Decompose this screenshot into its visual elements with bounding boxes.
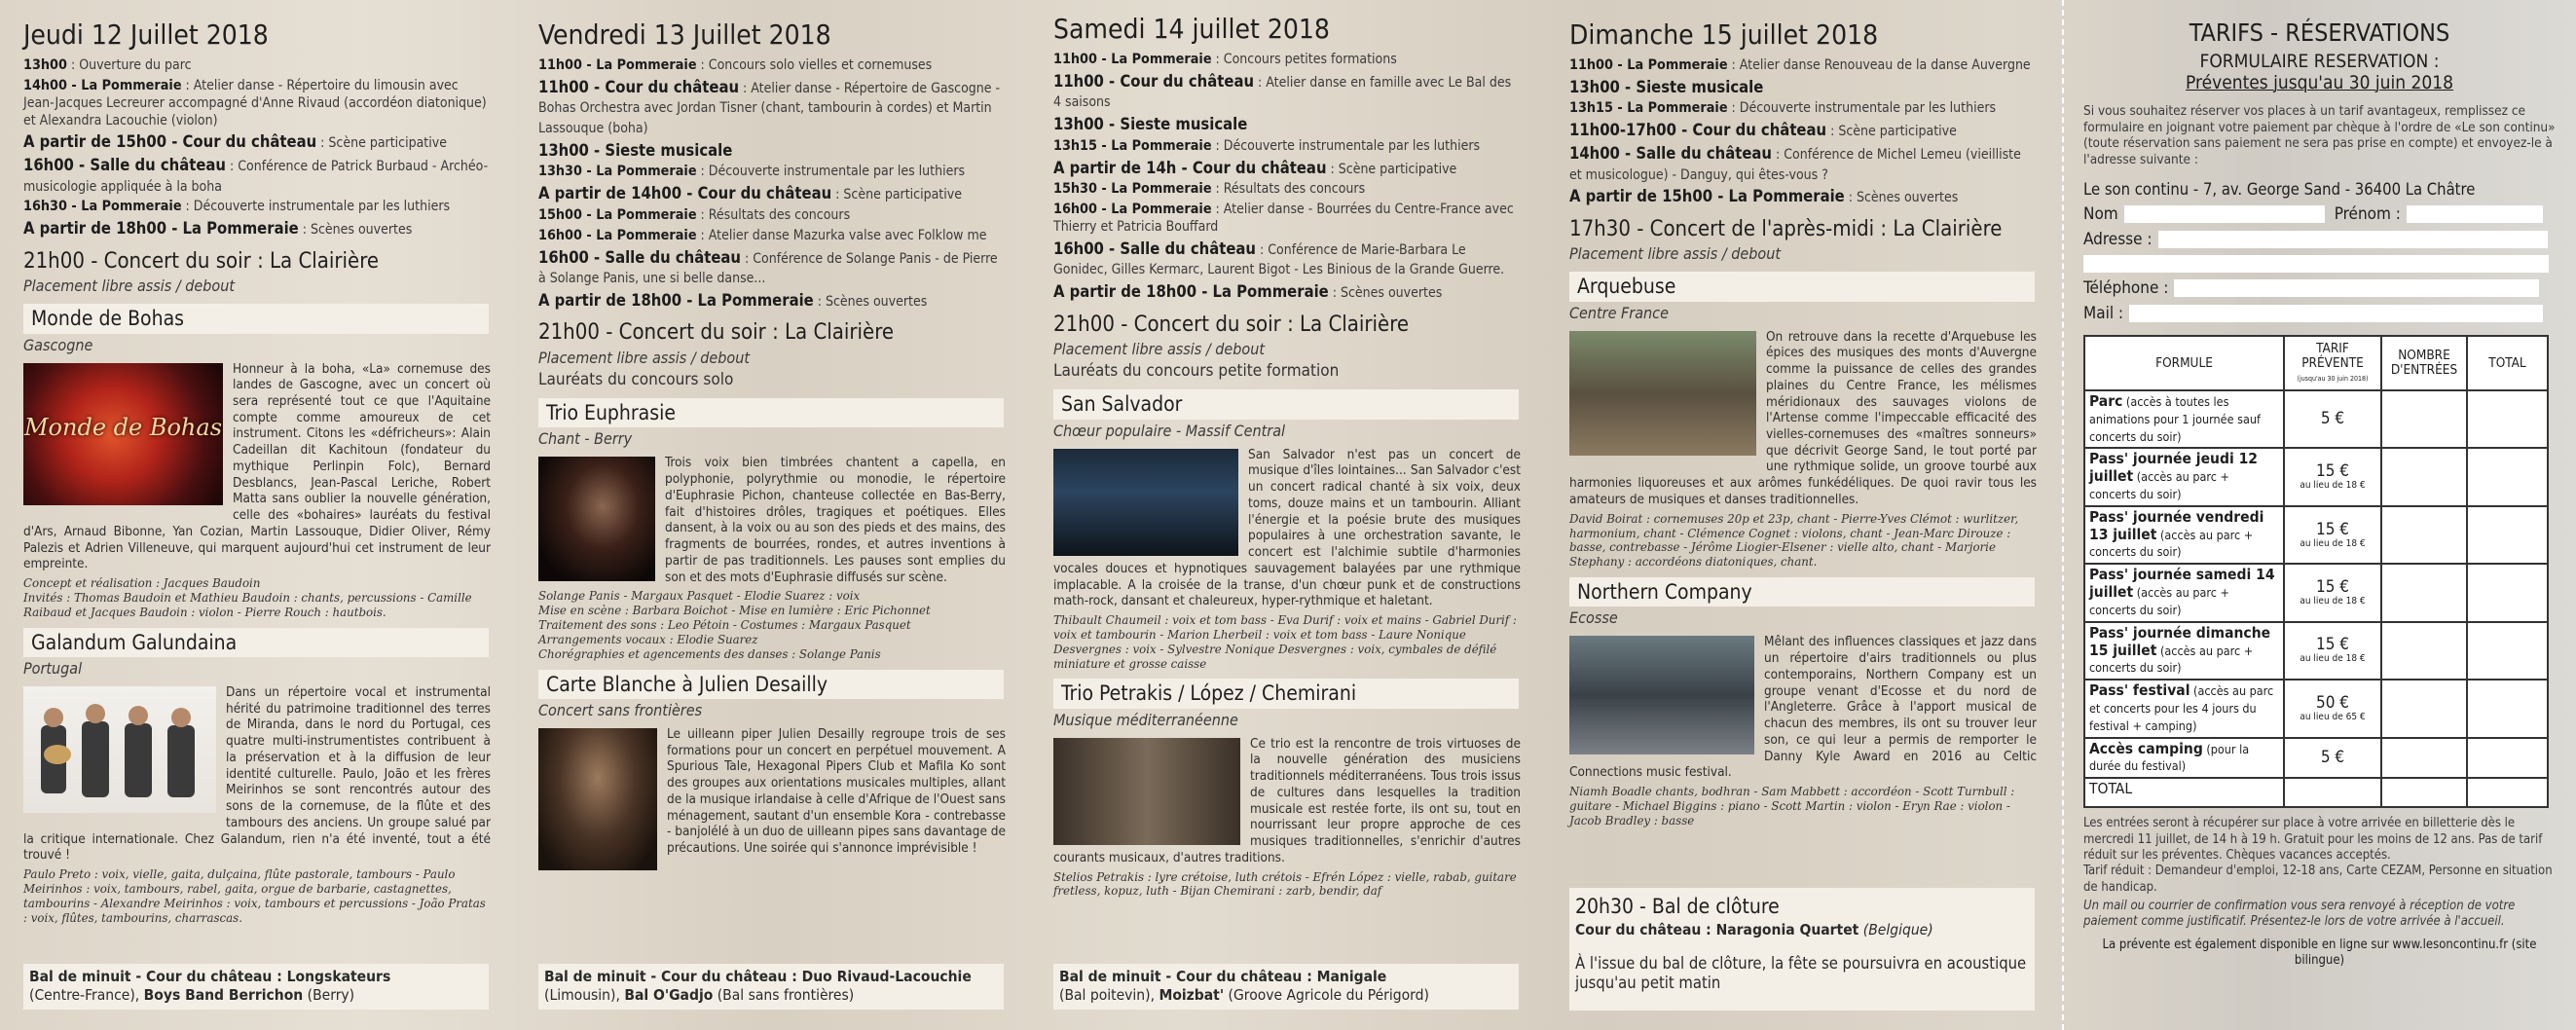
program-time-place: A partir de 18h00 - La Pommeraie — [538, 290, 814, 310]
band-name: Trio Euphrasie — [538, 398, 1004, 427]
tarif-row — [2084, 448, 2548, 505]
tarif-row — [2084, 506, 2548, 564]
program-time-place: 16h00 - Salle du château — [538, 247, 741, 267]
mail-row — [2083, 304, 2556, 323]
tarif-sub: (accès au parc et concerts pour les 4 jours du festival + camping) — [2089, 683, 2274, 733]
program-item — [1053, 138, 1521, 156]
band-logo: Monde de Bohas — [23, 413, 223, 441]
program-time-place: 16h00 - La Pommeraie — [538, 227, 697, 243]
program-item — [1053, 202, 1521, 237]
program-detail: : Scène participative — [831, 187, 962, 203]
tarif-label: Parc — [2089, 391, 2123, 410]
tarif-row — [2084, 680, 2548, 737]
band-credits: Thibault Chaumeil : voix et tom bass - Eva Durif : voix et mains - Gabriel Durif : voix et tambourin - Marion Lherbeil : voix et tom bass - Laure Nonique Desvergnes : voix - Sylvestre Nonique Desvergnes : voix, cymbales de défilé miniature et grosse caisse — [1053, 613, 1517, 671]
program-detail: : Conférence de Michel Lemeu (vieilliste et musicologue) - Danguy, qui êtes-vous ? — [1569, 146, 2021, 183]
row-total-field[interactable] — [2467, 680, 2548, 737]
band-text: Dans un répertoire vocal et instrumental hérité du patrimoine traditionnel des terres de Miranda, dans le nord du Portugal, ces quatre multi-instrumentistes contribuent à la préservation et à la diffusion de leur identité culturelle. Paulo, João et les frères Meirinhos se sont rencontrés autour des sons de la cornemuse, de la flûte et des tambours des anciens. Un groupe salué par la critique internationale. Chez Galandum, rien n'a été inventé, tout a été trouvé ! — [23, 683, 491, 864]
placement-note: Placement libre assis / debout — [1569, 244, 1781, 264]
placement-note: Placement libre assis / debout — [1053, 340, 1265, 359]
program-time-place: A partir de 18h00 - La Pommeraie — [1053, 282, 1329, 302]
band-name: San Salvador — [1053, 389, 1519, 419]
day-title: Samedi 14 juillet 2018 — [1053, 13, 1330, 45]
band-photo — [538, 457, 655, 581]
bal-title: Bal de minuit - Cour du château : Manigale — [1059, 968, 1387, 985]
program-detail: : Atelier danse en famille avec Le Bal des 4 saisons — [1053, 74, 1512, 111]
band-photo — [1053, 449, 1238, 556]
concert-title: 21h00 - Concert du soir : La Clairière — [538, 320, 895, 346]
program-item — [23, 78, 491, 130]
program-detail: : Scènes ouvertes — [1328, 285, 1443, 302]
program-item — [538, 164, 1006, 181]
tarif-note: au lieu de 65 € — [2300, 711, 2366, 722]
tarif-price-value: 15 € — [2315, 635, 2350, 655]
program-time-place: 13h00 - Sieste musicale — [1053, 115, 1248, 134]
program-detail: : Ouverture du parc — [66, 57, 192, 73]
band-name: Carte Blanche à Julien Desailly — [538, 670, 1004, 699]
tarif-note: au lieu de 18 € — [2300, 480, 2366, 492]
program-item — [1053, 159, 1521, 179]
tarif-price — [2284, 680, 2381, 737]
entries-field[interactable] — [2381, 622, 2467, 680]
program-item — [23, 132, 491, 153]
tarif-formule — [2084, 506, 2284, 564]
program-item — [538, 184, 1006, 204]
band-origin: Chant - Berry — [538, 429, 633, 449]
nom-label: Nom — [2083, 203, 2118, 224]
program-item — [538, 207, 1006, 225]
day-title: Dimanche 15 juillet 2018 — [1569, 18, 1879, 51]
band-credits: Concept et réalisation : Jacques Baudoin Invités : Thomas Baudoin et Mathieu Baudoin : chants, percussions - Camille Raibaud et Jacques Baudoin : violon - Pierre Rouch : hautbois. — [23, 576, 472, 619]
bal-origin: (Centre-France), — [29, 986, 144, 1005]
entries-field[interactable] — [2381, 448, 2467, 505]
bal-title: Bal de minuit - Cour du château : Duo Rivaud-Lacouchie — [544, 968, 972, 985]
col-tarif-note: (jusqu'au 30 juin 2018) — [2297, 375, 2369, 384]
tarif-label: Pass' festival — [2089, 681, 2190, 700]
bal-origin: (Bal poitevin), — [1059, 986, 1159, 1005]
prenom-field[interactable] — [2407, 205, 2543, 223]
program-item — [1569, 78, 2037, 98]
bal-band: Bal O'Gadjo — [624, 986, 714, 1005]
band-credits: Niamh Boadle chants, bodhran - Sam Mabbett : accordéon - Scott Turnbull : guitare - Michael Biggins : piano - Scott Martin : violon - Eryn Rae : violon - Jacob Bradley : basse — [1569, 784, 2015, 828]
program-item — [1053, 115, 1521, 135]
bal-band: Boys Band Berrichon — [143, 986, 304, 1005]
tarif-label: Pass' journée jeudi 12 juillet — [2089, 450, 2258, 486]
grand-total-field[interactable] — [2467, 778, 2548, 807]
program-detail: : Scène participative — [1826, 124, 1957, 140]
program-item — [538, 78, 1006, 138]
program-time-place: 14h00 - Salle du château — [1569, 143, 1772, 163]
band-name: Trio Petrakis / López / Chemirani — [1053, 679, 1519, 708]
program-detail: : Découverte instrumentale par les luthiers — [1727, 100, 1997, 117]
address-row-2 — [2083, 255, 2556, 273]
program-time-place: A partir de 18h00 - La Pommeraie — [23, 219, 299, 239]
tarif-price — [2284, 390, 2381, 448]
mail-label: Mail : — [2083, 303, 2124, 323]
concert-title: 21h00 - Concert du soir : La Clairière — [23, 248, 380, 274]
tarif-label: Pass' journée samedi 14 juillet — [2089, 566, 2275, 602]
tarifs-title: TARIFS - RÉSERVATIONS — [2189, 18, 2450, 47]
bal-origin: (Bal sans frontières) — [713, 986, 855, 1005]
program-time-place: 11h00 - Cour du château — [1053, 71, 1255, 91]
presale-note: Préventes jusqu'au 30 juin 2018 — [2186, 72, 2453, 93]
program-detail: : Découverte instrumentale par les luthiers — [181, 199, 451, 215]
program-item — [538, 141, 1006, 162]
band-photo — [1569, 636, 1754, 754]
program-detail: : Atelier danse - Répertoire du limousin avec Jean-Jacques Lecreurer accompagné d'Anne Rivaud (accordéon diatonique) et Alexandra Lacouchie (violon) — [23, 77, 487, 129]
col-nombre: NOMBRE D'ENTRÉES — [2381, 336, 2467, 390]
program-detail: : Conférence de Solange Panis - de Pierre à Solange Panis, une si belle danse... — [538, 250, 998, 287]
program-detail: : Découverte instrumentale par les luthiers — [696, 164, 966, 180]
tarif-formule — [2084, 564, 2284, 621]
program-item — [538, 57, 1006, 75]
entries-field[interactable] — [2381, 738, 2467, 779]
tarif-formule — [2084, 448, 2284, 505]
program-detail: : Découverte instrumentale par les luthiers — [1211, 137, 1481, 154]
band-photo — [23, 686, 216, 813]
bal-origin: (Groove Agricole du Périgord) — [1224, 986, 1429, 1005]
program-list — [1569, 57, 2037, 207]
tarif-sub: (accès au parc + concerts du soir) — [2089, 643, 2254, 676]
program-detail: : Atelier danse Renouveau de la danse Auvergne — [1727, 57, 2031, 73]
band-description — [23, 361, 491, 573]
bal-origin: (Limousin), — [544, 986, 625, 1005]
bal-de-minuit — [23, 964, 489, 1010]
bal-title: Bal de minuit - Cour du château : Longskateurs — [29, 968, 391, 985]
program-item — [538, 228, 1006, 245]
closing-origin: (Belgique) — [1858, 921, 1933, 939]
program-detail: : Concours petites formations — [1211, 52, 1397, 67]
program-time-place: 13h30 - La Pommeraie — [538, 164, 697, 180]
band-name: Monde de Bohas — [23, 304, 489, 333]
col-formule: FORMULE — [2084, 336, 2284, 390]
program-item — [1053, 181, 1521, 199]
tarif-row — [2084, 738, 2548, 779]
band-origin: Gascogne — [23, 335, 93, 354]
program-time-place: 11h00 - La Pommeraie — [538, 57, 697, 73]
tarif-price-value: 15 € — [2315, 576, 2350, 597]
tarif-note: au lieu de 18 € — [2300, 595, 2366, 607]
band-origin: Musique méditerranéenne — [1053, 710, 1238, 729]
program-time-place: 13h15 - La Pommeraie — [1569, 100, 1728, 117]
tarif-sub: (accès au parc + concerts du soir) — [2089, 527, 2254, 560]
total-empty — [2381, 778, 2467, 807]
program-time-place: 11h00 - La Pommeraie — [1569, 57, 1728, 73]
col-tarif-label: TARIF PRÉVENTE — [2301, 340, 2364, 371]
program-item — [1569, 57, 2037, 75]
telephone-label: Téléphone : — [2083, 277, 2169, 298]
program-time-place: 15h00 - La Pommeraie — [538, 206, 697, 223]
program-time-place: 16h00 - Salle du château — [23, 156, 226, 175]
tarif-label: Pass' journée vendredi 13 juillet — [2089, 507, 2264, 543]
band-origin: Portugal — [23, 658, 83, 678]
tarifs-panel — [2083, 0, 2556, 1030]
tarif-formule — [2084, 390, 2284, 448]
program-detail: : Scène participative — [1326, 161, 1457, 177]
program-time-place: 13h00 — [23, 57, 67, 73]
program-item — [1053, 239, 1521, 279]
band-description — [1053, 447, 1521, 609]
program-item — [23, 219, 491, 239]
tarif-label: Pass' journée dimanche 15 juillet — [2089, 623, 2271, 659]
program-time-place: 13h00 - Sieste musicale — [1569, 77, 1764, 96]
program-time-place: A partir de 15h00 - Cour du château — [23, 132, 317, 152]
band-text: Trois voix bien timbrées chantent a capella, en polyphonie, polyrythmie ou monodie, le répertoire d'Euphrasie Pichon, chanteuse collectée en Bas-Berry, fait d'histoires drôles, tragiques et poétiques. Elles dansent, à la voix ou au son des pieds et des mains, des fragments de bourrées, rondes, et autres inventions à partir de pas traditionnels. Les pauses sont emplies du son et des mots d'Euphrasie diffusés sur scène. — [665, 455, 1006, 585]
mail-field[interactable] — [2129, 305, 2543, 322]
band-name: Galandum Galundaina — [23, 628, 489, 657]
band-credits: Paulo Preto : voix, vielle, gaita, dulçaina, flûte pastorale, tambours - Paulo Meirinhos : voix, tambours, rabel, gaita, orgue de barbarie, castagnettes, tambourins - Alexandre Meirinhos : voix, tambours et percussions - João Pratas : voix, flûtes, tambourins, charrascas. — [23, 867, 486, 925]
row-total-field[interactable] — [2467, 390, 2548, 448]
laureats-note: Lauréats du concours petite formation — [1053, 361, 1340, 382]
program-detail: : Atelier danse Mazurka valse avec Folklow me — [696, 227, 987, 243]
program-detail: : Résultats des concours — [1211, 181, 1366, 198]
footer-notes — [2083, 816, 2556, 969]
entries-field[interactable] — [2381, 390, 2467, 448]
closing-ball — [1569, 888, 2035, 1011]
program-detail: : Atelier danse - Répertoire de Gascogne - Bohas Orchestra avec Jordan Tisner (chant, tambourin à cordes) et Martin Lassouque (boha) — [538, 80, 1001, 137]
program-detail: : Conférence de Marie-Barbara Le Gonidec, Gilles Kermarc, Laurent Bigot - Les Binious de la Grande Guerre. — [1053, 241, 1505, 278]
band-description — [1053, 736, 1521, 866]
tarif-price — [2284, 448, 2381, 505]
total-empty — [2284, 778, 2381, 807]
phone-row — [2083, 278, 2556, 298]
band-text: Mêlant des influences classiques et jazz dans un répertoire d'airs traditionnels ou plus contemporains, Northern Company est un groupe venant d'Ecosse et du nord de l'Angleterre. Grâce à l'apport musical de chacun des membres, ils ont su trouver leur son, ce qui leur a permis de remporter le Danny Kyle Award en 2016 au Celtic Connections music festival. — [1569, 634, 2037, 781]
adresse-field[interactable] — [2158, 231, 2548, 248]
tarif-formule — [2084, 738, 2284, 779]
band-name: Northern Company — [1569, 577, 2035, 607]
program-item — [1053, 282, 1521, 303]
program-item — [1569, 100, 2037, 118]
program-item — [1053, 52, 1521, 69]
day-title: Jeudi 12 Juillet 2018 — [23, 18, 269, 51]
form-intro: Si vous souhaitez réserver vos places à un tarif avantageux, remplissez ce formulaire en joignant votre paiement par chèque à l'ordre de «Le son continu» (toute réservation sans paiement ne sera pas prise en compte) et envoyez-le à l'adresse suivante : — [2083, 103, 2556, 168]
adresse-field-2[interactable] — [2083, 255, 2549, 273]
address-row — [2083, 230, 2556, 249]
program-list — [23, 57, 491, 239]
foot-note-1: Les entrées seront à récupérer sur place à votre arrivée en billetterie dès le mercredi 11 juillet, de 14 h à 19 h. Gratuit pour les moins de 12 ans. Pas de tarif réduit sur les préventes. Chèques vacances acceptés. — [2083, 816, 2543, 863]
adresse-label: Adresse : — [2083, 229, 2153, 249]
bal-de-minuit — [1053, 964, 1519, 1010]
program-detail: : Conférence de Patrick Burbaud - Archéo-musicologie appliquée à la boha — [23, 159, 489, 195]
tarif-price-value: 5 € — [2320, 409, 2345, 429]
nom-field[interactable] — [2124, 205, 2325, 223]
placement-note: Placement libre assis / debout — [538, 348, 750, 367]
tarif-row — [2084, 564, 2548, 621]
row-total-field[interactable] — [2467, 622, 2548, 680]
foot-note-4: La prévente est également disponible en ligne sur www.lesoncontinu.fr (site bilingue) — [2102, 937, 2537, 969]
tarif-sub: (accès au parc + concerts du soir) — [2089, 469, 2229, 501]
band-credits: Stelios Petrakis : lyre crétoise, luth crétois - Efrén López : vielle, rabab, guitare fretless, kopuz, luth - Bijan Chemirani : zarb, bendir, daf — [1053, 869, 1517, 899]
band-origin: Concert sans frontières — [538, 700, 703, 719]
closing-title: 20h30 - Bal de clôture — [1575, 895, 1780, 918]
bal-origin: (Berry) — [303, 986, 355, 1005]
form-title: FORMULAIRE RESERVATION : — [2199, 51, 2440, 72]
band-photo — [1053, 738, 1240, 845]
day-column-thursday — [23, 0, 491, 1030]
tarifs-table — [2083, 335, 2549, 808]
band-description — [23, 684, 491, 864]
band-origin: Ecosse — [1569, 608, 1618, 628]
program-time-place: A partir de 14h - Cour du château — [1053, 158, 1327, 177]
row-total-field[interactable] — [2467, 738, 2548, 779]
row-total-field[interactable] — [2467, 506, 2548, 564]
program-detail: : Scènes ouvertes — [298, 222, 413, 239]
program-item — [538, 291, 1006, 312]
band-description — [1569, 634, 2037, 781]
band-text: Honneur à la boha, «La» cornemuse des landes de Gascogne, avec un concert où sera représenté tout ce que l'Aquitaine compte comme amoureux de cet instrument. Citons les «défricheurs»: Alain Cadeillan dit Kachitoun (fondateur du mythique Perlinpin Folc), Bernard Desblancs, Jean-Pascal Leriche, Robert Matta sans oublier la nouvelle génération, celle des «bohaires» lauréats du festival d'Ars, Arnaud Bibonne, Yan Cozian, Martin Lassouque, Didier Oliver, Rémy Palezis et Adrien Villeneuve, qui marquent aujourd'hui cet instrument de leur empreinte. — [23, 360, 491, 572]
program-detail: : Scènes ouvertes — [1844, 190, 1959, 206]
tarif-price-value: 5 € — [2320, 747, 2345, 767]
program-list — [1053, 52, 1521, 303]
tarifs-rows — [2084, 390, 2548, 778]
program-item — [1569, 144, 2037, 184]
program-time-place: 11h00 - La Pommeraie — [1053, 52, 1212, 67]
program-detail: : Atelier danse - Bourrées du Centre-France avec Thierry et Patricia Bouffard — [1053, 202, 1514, 235]
tarif-price-value: 50 € — [2315, 692, 2350, 713]
band-text: Ce trio est la rencontre de trois virtuoses de la nouvelle génération des musiciens traditionnels méditerranéens. Tous trois issus de cultures dans lesquelles la tradition musicale est restée forte, ils ont su, tout en nourrissant leur propre approche de ces musiques traditionnelles, s'enrichir d'autres courants musicaux, d'autres traditions. — [1053, 735, 1521, 865]
foot-note-2: Tarif réduit : Demandeur d'emploi, 12-18 ans, Carte CEZAM, Personne en situation de handicap. — [2083, 864, 2553, 895]
band-description — [538, 455, 1006, 585]
foot-note-3: Un mail ou courrier de confirmation vous sera renvoyé à réception de votre paiement comme justificatif. Présentez-le lors de votre arrivée à l'accueil. — [2083, 899, 2516, 930]
band-origin: Centre France — [1569, 303, 1669, 322]
program-time-place: 11h00-17h00 - Cour du château — [1569, 121, 1827, 140]
entries-field[interactable] — [2381, 506, 2467, 564]
dashed-cut-line — [2062, 0, 2064, 1030]
program-list — [538, 57, 1006, 311]
program-time-place: 16h00 - La Pommeraie — [1053, 202, 1212, 218]
bal-de-minuit — [538, 964, 1004, 1010]
row-total-field[interactable] — [2467, 448, 2548, 505]
tarif-label: Accès camping — [2089, 739, 2203, 757]
program-detail: : Scène participative — [316, 135, 447, 152]
tarif-price — [2284, 564, 2381, 621]
band-text: San Salvador n'est pas un concert de musique d'îles lointaines... San Salvador c'est un concert radical chanté à six voix, deux toms, douze mains et un tambourin. Alliant l'énergie et la poésie brute des musiques populaires à une orchestration savante, le concert est l'alchimie subtile d'harmonies vocales douces et hypnotiques sauvagement balayées par une rythmique implacable. A la croisée de la transe, d'un chœur punk et de constructions math-rock, dansant et chaleureux, hyper-rythmique et haletant. — [1053, 446, 1521, 609]
concert-title: 17h30 - Concert de l'après-midi : La Clairière — [1569, 216, 2003, 241]
tarif-sub: (accès à toutes les animations pour 1 journée sauf concerts du soir) — [2089, 393, 2261, 444]
tarif-note: au lieu de 18 € — [2300, 653, 2366, 665]
tarif-sub: (pour la durée du festival) — [2089, 741, 2250, 774]
entries-field[interactable] — [2381, 680, 2467, 737]
program-item — [538, 248, 1006, 288]
name-row — [2083, 204, 2556, 224]
program-item — [23, 199, 491, 216]
program-time-place: 16h00 - Salle du château — [1053, 239, 1256, 258]
prenom-label: Prénom : — [2334, 203, 2401, 224]
day-column-sunday — [1569, 0, 2037, 1030]
musicians-figures — [23, 686, 216, 813]
bal-band: Moizbat' — [1159, 986, 1225, 1005]
tarif-formule — [2084, 680, 2284, 737]
program-time-place: 16h30 - La Pommeraie — [23, 199, 182, 215]
laureats-note: Lauréats du concours solo — [538, 369, 734, 389]
day-column-friday — [538, 0, 1006, 1030]
tarif-price-value: 15 € — [2315, 519, 2350, 539]
entries-field[interactable] — [2381, 564, 2467, 621]
program-time-place: A partir de 14h00 - Cour du château — [538, 184, 832, 203]
band-text: Le uilleann piper Julien Desailly regroupe trois de ses formations pour un concert en perpétuel mouvement. A Spurious Tale, Hexagonal Pipers Club et Mafila Ko sont des groupes aux orientations musicales multiples, allant de la musique irlandaise à celle d'Afrique de l'Ouest sans ménagement, sautant d'un ensemble Kora - contrebasse - banjolélé à un duo de uilleann pipes sans davantage de précautions. Une soirée qui s'annonce imprévisible ! — [667, 725, 1006, 856]
program-time-place: A partir de 15h00 - La Pommeraie — [1569, 187, 1845, 206]
program-time-place: 13h00 - Sieste musicale — [538, 140, 733, 160]
band-description — [538, 726, 1006, 857]
tarif-price-value: 15 € — [2315, 461, 2350, 482]
program-item — [1569, 187, 2037, 207]
postal-address: Le son continu - 7, av. George Sand - 36400 La Châtre — [2083, 179, 2476, 199]
telephone-field[interactable] — [2174, 279, 2539, 297]
program-item — [1569, 121, 2037, 141]
total-label: TOTAL — [2084, 778, 2284, 807]
program-time-place: 14h00 - La Pommeraie — [23, 77, 182, 93]
tarif-row — [2084, 622, 2548, 680]
concert-title: 21h00 - Concert du soir : La Clairière — [1053, 312, 1410, 337]
band-photo — [1569, 331, 1756, 456]
program-time-place: 13h15 - La Pommeraie — [1053, 137, 1212, 154]
tarif-row — [2084, 390, 2548, 448]
day-column-saturday — [1053, 0, 1521, 1030]
program-detail: : Résultats des concours — [696, 206, 851, 223]
col-tarif — [2284, 336, 2381, 390]
band-credits: David Boirat : cornemuses 20p et 23p, chant - Pierre-Yves Clémot : wurlitzer, harmonium, chant - Clémence Cognet : violons, chant - Jean-Marc Dirouze : basse, contrebasse - Jérôme Liogier-Elsener : vielle alto, chant - Marjorie Stephany : accordéons diatoniques, chant. — [1569, 511, 2019, 570]
program-detail: : Scènes ouvertes — [813, 293, 928, 310]
tarif-formule — [2084, 622, 2284, 680]
band-description — [1569, 329, 2037, 508]
placement-note: Placement libre assis / debout — [23, 276, 235, 296]
program-item — [23, 57, 491, 75]
band-photo — [538, 728, 657, 870]
closing-note: À l'issue du bal de clôture, la fête se poursuivra en acoustique jusqu'au petit matin — [1575, 953, 2027, 993]
program-item — [23, 156, 491, 196]
col-total: TOTAL — [2467, 336, 2548, 390]
band-credits: Solange Panis - Margaux Pasquet - Elodie Suarez : voix Mise en scène : Barbara Boichot - Mise en lumière : Eric Pichonnet Traitement des sons : Leo Pétoin - Costumes : Margaux Pasquet Arrangements vocaux : Elodie Suarez Chorégraphies et agencements des danses : Solange Panis — [538, 589, 931, 661]
tarif-note: au lieu de 18 € — [2300, 537, 2366, 549]
day-title: Vendredi 13 Juillet 2018 — [538, 18, 831, 51]
tarif-sub: (accès au parc + concerts du soir) — [2089, 585, 2229, 617]
program-time-place: 15h30 - La Pommeraie — [1053, 181, 1212, 198]
program-time-place: 11h00 - Cour du château — [538, 77, 740, 96]
band-name: Arquebuse — [1569, 272, 2035, 301]
tarif-price — [2284, 622, 2381, 680]
tarif-price — [2284, 738, 2381, 779]
row-total-field[interactable] — [2467, 564, 2548, 621]
program-item — [1053, 72, 1521, 112]
band-text: On retrouve dans la recette d'Arquebuse les épices des musiques des monts d'Auvergne comme la puissance de celles des grandes plaines du Centre France, les mélismes méridionaux des sauvages violons de l'Artense comme l'impeccable efficacité des vielles-cornemuses des «maîtres sonneurs» que décrivit George Sand, le tout porté par une rythmique solide, un groove tourbé aux harmonies liquoreuses et aux arômes funkédéliques. De quoi ravir tous les amateurs de musiques et danses traditionnelles. — [1569, 328, 2037, 507]
band-origin: Chœur populaire - Massif Central — [1053, 421, 1286, 440]
closing-venue: Cour du château : Naragonia Quartet — [1575, 921, 1859, 939]
band-photo — [23, 363, 223, 505]
program-detail: : Concours solo vielles et cornemuses — [696, 57, 933, 73]
tarif-price — [2284, 506, 2381, 564]
